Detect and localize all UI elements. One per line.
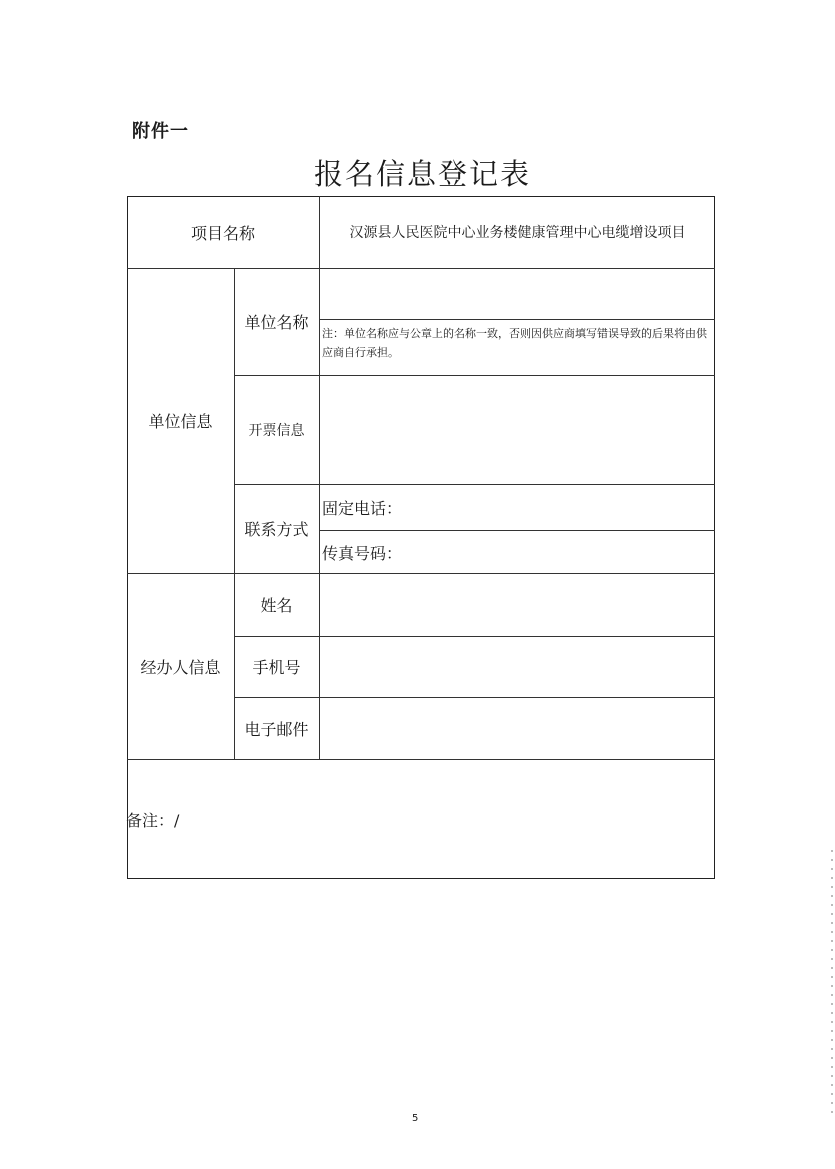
unit-name-note: 注：单位名称应与公章上的名称一致，否则因供应商填写错误导致的后果将由供应商自行承担。 [322, 327, 707, 359]
agent-info-label: 经办人信息 [140, 657, 221, 677]
unit-name-label: 单位名称 [244, 313, 309, 332]
mobile-label: 手机号 [252, 658, 301, 677]
invoice-label: 开票信息 [248, 422, 305, 439]
unit-name-field[interactable] [320, 268, 715, 319]
agent-name-field[interactable] [320, 573, 715, 636]
mobile-field[interactable] [320, 636, 715, 697]
scan-artifact [831, 850, 833, 1120]
fax-label: 传真号码： [322, 543, 403, 563]
landline-field[interactable] [320, 484, 715, 530]
fax-field[interactable] [320, 531, 715, 573]
email-field[interactable] [320, 697, 715, 759]
unit-info-label: 单位信息 [148, 412, 213, 431]
invoice-field[interactable] [320, 375, 715, 484]
page-title: 报名信息登记表 [314, 157, 532, 191]
email-label: 电子邮件 [244, 719, 309, 739]
page-number: 5 [412, 1113, 419, 1124]
agent-name-label: 姓名 [260, 596, 293, 615]
unit-name-note-cell [320, 320, 715, 375]
project-name-label: 项目名称 [190, 223, 255, 243]
remarks: 备注：/ [126, 810, 180, 830]
attachment-label: 附件一 [132, 121, 189, 142]
landline-label: 固定电话： [322, 498, 403, 518]
project-name-value: 汉源县人民医院中心业务楼健康管理中心电缆增设项目 [349, 225, 686, 241]
contact-label: 联系方式 [244, 520, 309, 539]
